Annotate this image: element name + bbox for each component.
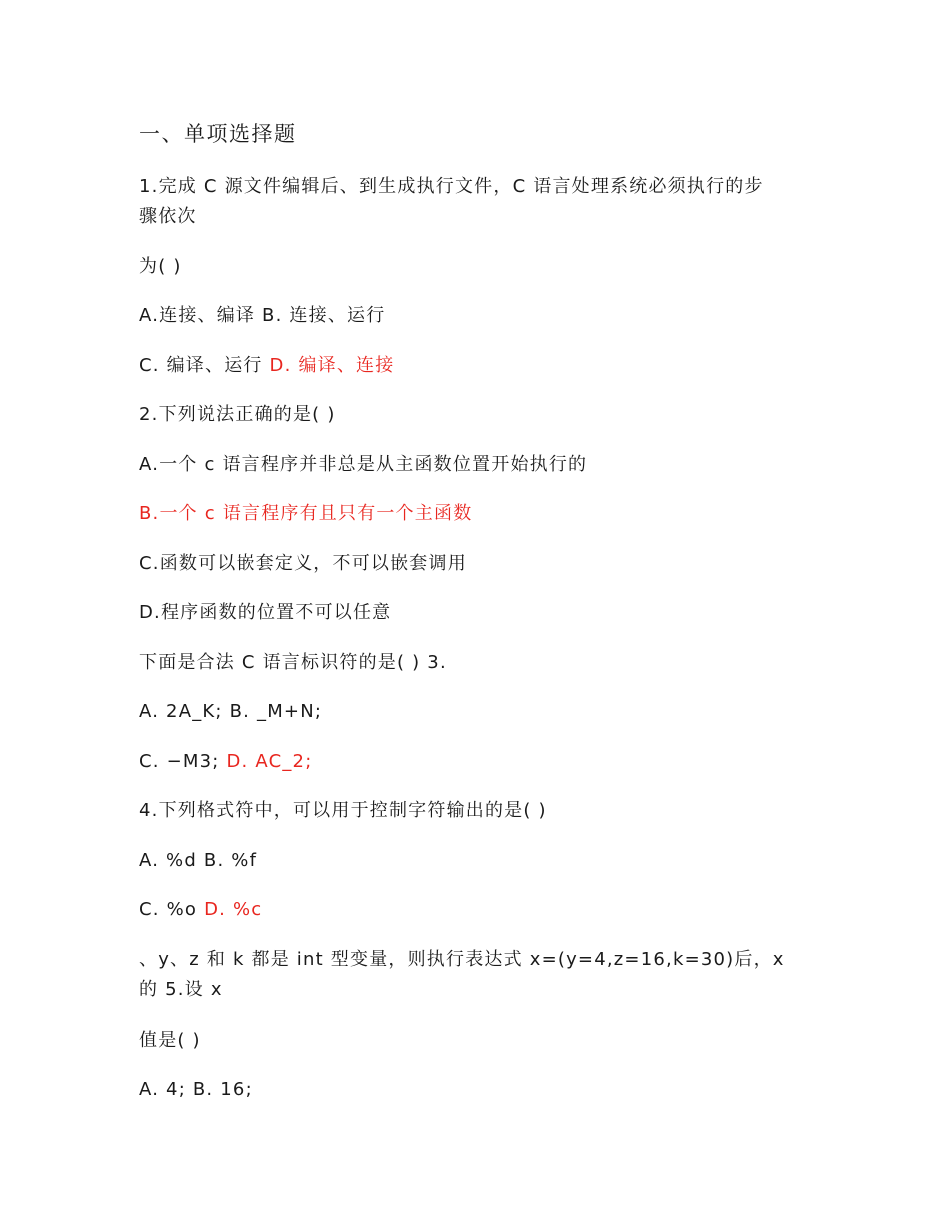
q1-option-c: C. 编译、运行 bbox=[139, 355, 263, 376]
q2-option-d: D.程序函数的位置不可以任意 bbox=[139, 602, 392, 623]
q5-stem-line3: 值是( ) bbox=[139, 1030, 201, 1051]
q2-option-a: A.一个 c 语言程序并非总是从主函数位置开始执行的 bbox=[139, 454, 588, 475]
q5-stem-line1: 、y、z 和 k 都是 int 型变量，则执行表达式 x=(y=4,z=16,k=30)后，x bbox=[139, 949, 785, 970]
q1-stem-line2: 骤依次 bbox=[139, 206, 197, 227]
q2-stem: 2.下列说法正确的是( ) bbox=[139, 404, 336, 425]
q4-option-c: C. %o bbox=[139, 899, 198, 920]
q5-stem-line2: 的 5.设 x bbox=[139, 979, 223, 1000]
q4-options-ab: A. %d B. %f bbox=[139, 850, 258, 871]
q4-option-d-answer: D. %c bbox=[204, 899, 263, 920]
q3-options-cd bbox=[139, 747, 312, 777]
q1-stem-line1: 1.完成 C 源文件编辑后、到生成执行文件，C 语言处理系统必须执行的步 bbox=[139, 176, 764, 197]
q5-options-ab: A. 4; B. 16; bbox=[139, 1079, 253, 1100]
q2-option-c: C.函数可以嵌套定义，不可以嵌套调用 bbox=[139, 553, 467, 574]
q1-options-ab: A.连接、编译 B. 连接、运行 bbox=[139, 305, 386, 326]
q3-option-c: C. −M3; bbox=[139, 751, 220, 772]
q1-stem-line3: 为( ) bbox=[139, 256, 182, 277]
q1-option-d-answer: D. 编译、连接 bbox=[269, 355, 395, 376]
q2-option-b-answer: B.一个 c 语言程序有且只有一个主函数 bbox=[139, 503, 473, 524]
section-title: 一、单项选择题 bbox=[139, 122, 297, 146]
q3-option-d-answer: D. AC_2; bbox=[226, 751, 313, 772]
q4-stem: 4.下列格式符中，可以用于控制字符输出的是( ) bbox=[139, 800, 547, 821]
q3-options-ab: A. 2A_K; B. _M+N; bbox=[139, 701, 323, 722]
q3-stem: 下面是合法 C 语言标识符的是( ) 3. bbox=[139, 652, 447, 673]
q1-options-cd bbox=[139, 351, 394, 381]
q4-options-cd bbox=[139, 895, 262, 925]
